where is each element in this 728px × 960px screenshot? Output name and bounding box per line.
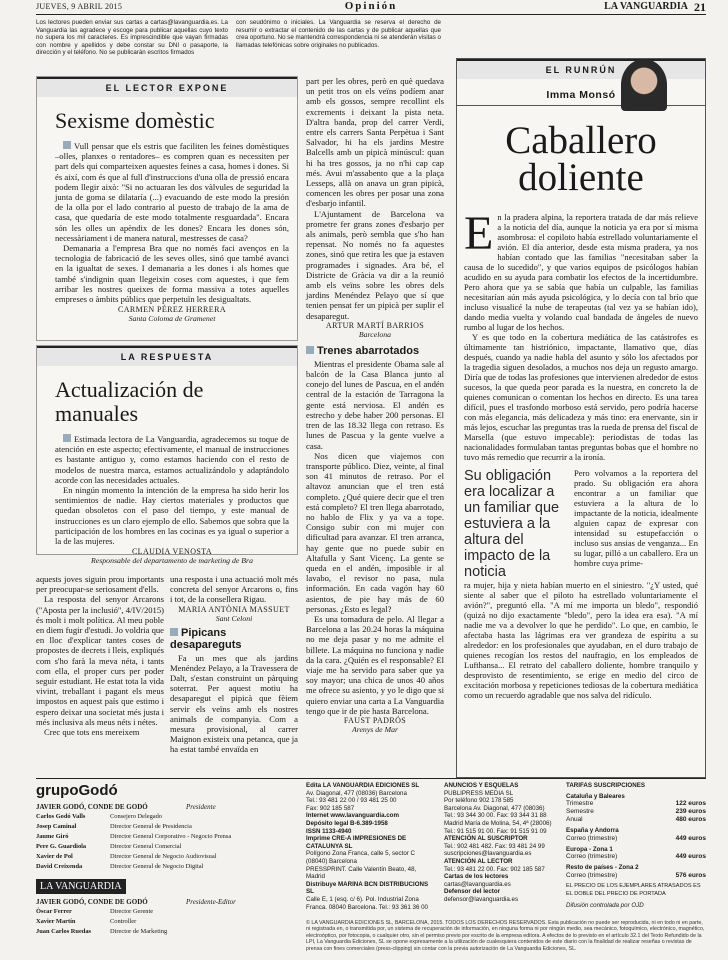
letter-body — [306, 76, 444, 321]
exec-name: Josep Caminal — [36, 823, 77, 830]
tarifa-label: Correo (trimestre) — [566, 871, 618, 879]
info-line: PUBLIPRESS MEDIA SL — [444, 789, 514, 797]
square-bullet-icon — [170, 628, 178, 636]
info-line: Barcelona Av. Diagonal, 477 (08036) — [444, 804, 545, 812]
section-title: Opinión — [344, 0, 398, 12]
exec-name: Carlos Godó Valls — [36, 813, 86, 820]
byline: MARIA ANTÒNIA MASSUET — [178, 604, 290, 614]
middle-column — [306, 76, 444, 734]
runrun-box — [456, 58, 706, 778]
paragraph: ra mujer, hija y nieta habían muerto en el siniestro. "¿Y usted, qué siente al saber que el piloto ha estrellado voluntariamente el avión?", preguntó ella. "A mí me importa un bledo", respondió (quizá no dijo exactamente "bledo", pero la idea era esa). "A mí nadie me va a devolver lo que he perdido". Lo que, en cambio, le afectaba hasta las lágrimas era ver grandeza de espíritu a su alrededor: en los profesionales que ayudaban, en el duro trabajo de quienes recogían los restos del naufragio, en los empleados de Lufthansa... El retrato del caballero doliente, hombre tranquilo y desprovisto de resentimiento, se erige en medio del circo de excitación morbosa y repeticiones tediosas de la cobertura mediática como un recuerdo agradable que nos salva del ridículo. — [464, 580, 698, 700]
exec-name: Pere G. Guardiola — [36, 843, 87, 850]
info-line: ATENCIÓN AL LECTOR — [444, 857, 513, 865]
tarifa-price: 480 euros — [675, 816, 706, 824]
tarifa-row — [566, 808, 706, 816]
paragraph: L'Ajuntament de Barcelona va prometre fer grans zones d'esbarjo per als animals, però sembla que s'ho han repensat. No només no fa aquestes zones, sinó que retira les que ja estaven programades i signades. Ara bé, el Districte de Gràcia va dir a la reunió amb els veïns sobre les obres dels jardins Menéndez Pelayo que sí que tenien pensat fer un pipicà per suplir el desaparegut. — [306, 208, 444, 321]
runrun-body-end — [464, 580, 698, 700]
info-line: Depósito legal B-6.389-1958 — [306, 819, 388, 827]
footer-divider — [36, 778, 706, 779]
square-bullet-icon — [306, 346, 314, 354]
paragraph: n la pradera alpina, la reportera tratada de dar más relieve a la noticia del día, aunque la noticia ya era por sí misma asombrosa: el copiloto había estrellado voluntariamente el avión. El día anterior, desde esta misma pradera, ya nos habían contado que las familias "necesitaban saber la causa de lo sucedido", y que varios equipos de psicólogos habían acudido en su ayuda para combatir los efectos de la incertidumbre. Pero ahora que ya se sabía que había un culpable, las familias necesitarían aún más ayuda psicológica, y lo decía con tal brío que incluso visualicé la nube de terapeutas (tal vez ya se habían ido), dando media vuelta y volando cual bandada de ángeles de nuevo rumbo al lugar de los hechos. — [464, 212, 698, 332]
info-line: Madrid María de Molina, 54, 4ª (28006) — [444, 819, 552, 827]
lector-expone-headline: Sexisme domèstic — [55, 108, 215, 133]
tarifa-row — [566, 816, 706, 824]
letters-notice-right: con seudónimo o iniciales. La Vanguardia se reserva el derecho de resumir o extractar el contenido de las cartas y de publicar aquellas que crea oportuno. No se mantendrá correspondencia ni se atenderán visitas o llamadas telefónicas sobre originales no publicados. — [236, 19, 441, 49]
ojd-note: Difusión controlada por OJD — [566, 902, 644, 910]
exec-row — [36, 852, 298, 862]
exec-name: Xavier de Pol — [36, 853, 73, 860]
info-line: Tel.: 91 515 91 00. Fax: 91 515 91 09 — [444, 827, 547, 835]
info-line: cartas@lavanguardia.es — [444, 880, 511, 888]
paragraph: Estimada lectora de La Vanguardia, agradecemos su toque de atención en este aspecto; efectivamente, el manual de instrucciones es bastante antiguo y, como estamos haciendo con el resto de modelos de nuestra marca, estamos actualizándolo y adaptándolo acorde con las necesidades actuales. — [55, 434, 289, 485]
byline-place: Responsable del departamento de marketing de Bra — [91, 556, 253, 566]
exec-name: David Creixenda — [36, 863, 83, 870]
page-number: 21 — [694, 0, 706, 14]
tarifa-group-name: Cataluña y Baleares — [566, 792, 625, 800]
author-avatar — [621, 59, 667, 111]
paragraph: Es una tomadura de pelo. Al llegar a Barcelona a las 20.24 horas la máquina no me deja pasar y no me admite el billete. La máquina no funciona y nadie da la cara. ¿Quién es el responsable? El viaje me ha servido para saber que ya soy mayor; una chica de unos 40 años me ofrece su asiento, y yo le digo que si quiero enviar una carta a La Vanguardia tengo que ir de pie hasta Barcelona. — [306, 613, 444, 716]
tarifa-group-name: Europa - Zona 1 — [566, 845, 613, 853]
godo-executives — [36, 782, 298, 937]
info-line: Defensor del lector — [444, 888, 501, 896]
exec-row — [36, 862, 298, 872]
square-bullet-icon — [63, 141, 71, 149]
tarifa-price: 449 euros — [675, 834, 706, 842]
exec-name: Òscar Ferrer — [36, 908, 72, 915]
paragraph: Pero volvamos a la reportera del prado. Su obligación era ahora encontrar a un familiar que estuviera a la altura de lo impactante de la noticia, idealmente alguien capaz de expresar con intensidad su estupefacción o incluso sus ansias de venganza... En su lugar, pilló a un caballero. Era un hombre cuya prime- — [574, 468, 698, 568]
exec-row — [36, 842, 298, 852]
pipicans-body — [170, 653, 298, 755]
tarifa-label: Correo (trimestre) — [566, 834, 618, 842]
lector-expone-body — [55, 141, 289, 304]
tarifa-price: 449 euros — [675, 853, 706, 861]
tarifa-label: Anual — [566, 816, 583, 824]
byline: ARTUR MARTÍ BARRIOS — [325, 320, 425, 330]
info-line: Fax: 902 185 587 — [306, 804, 355, 812]
info-line: ISSN 1133-4940 — [306, 827, 352, 835]
respuesta-label: LA RESPUESTA — [37, 346, 297, 366]
paragraph: Crec que tots ens mereixem — [44, 727, 140, 738]
info-line: Distribuye MARINA BCN DISTRIBUCIONS SL — [306, 880, 429, 896]
tarifas-note: EL PRECIO DE LOS EJEMPLARES ATRASADOS ES EL DOBLE DEL PRECIO DE PORTADA — [566, 882, 701, 897]
pull-quote: Su obligación era localizar a un familiar que estuviera a la altura del impacto de la noticia — [464, 468, 560, 580]
square-bullet-icon — [63, 434, 71, 442]
exec-role: Director General Comercial — [110, 843, 182, 850]
paragraph: part per les obres, però en què quedava un petit tros on els veïns podíem anar amb els gossos, sempre recollint els excrements i deixant la pista neta. D'altra banda, prop del carrer Verdi, entre els carrers Santa Perpètua i Sant Salvador, hi ha els jardins Mestre Balcells amb un pipicà minúscul: quan hi ha tres gossos, ja no n'hi cap cap més. Avui m'assabento que a la plaça Lesseps, allà on anava un gran pipicà, comencen les obres per posar una zona d'esbarjo infantil. — [306, 76, 444, 209]
tarifa-label: Correo (trimestre) — [566, 853, 618, 861]
tarifa-row — [566, 853, 706, 861]
exec-role: Director de Marketing — [110, 928, 168, 935]
byline-place: Arenys de Mar — [351, 724, 399, 734]
info-line: Tel.: 902 481 482. Fax: 93 481 24 99 — [444, 842, 545, 850]
info-line: suscripciones@lavanguardia.es — [444, 850, 532, 858]
runrun-title: Caballero doliente — [505, 119, 657, 199]
exec-row — [36, 812, 298, 822]
tarifa-label: Semestre — [566, 808, 594, 816]
exec-role: Director General de Negocio Digital — [110, 863, 204, 870]
exec-role: Director Gerente — [110, 908, 154, 915]
info-line: Tel.: 93 481 22 00. Fax: 902 185 587 — [444, 865, 545, 873]
exec-name: Juan Carlos Ruedas — [36, 928, 92, 935]
lower-mid-column — [170, 574, 298, 755]
tarifa-label: Trimestre — [566, 800, 594, 808]
info-line: ATENCIÓN AL SUSCRIPTOR — [444, 835, 528, 843]
exec-role: Director General de Negocio Audiovisual — [110, 853, 217, 860]
lector-expone-box — [36, 76, 298, 341]
info-line: (08040) Barcelona — [306, 857, 357, 865]
exec-row — [36, 822, 298, 832]
trenes-body — [306, 359, 444, 716]
grupo-godo-logo: grupoGodó — [36, 782, 118, 799]
trenes-headline: Trenes abarrotados — [306, 345, 444, 357]
lector-expone-label: EL LECTOR EXPONE — [37, 77, 297, 97]
tarifa-group-name: España y Andorra — [566, 827, 619, 835]
letter-body — [170, 574, 298, 605]
info-line: Av. Diagonal, 477 (08036) Barcelona — [306, 789, 407, 797]
chair-row: JAVIER GODÓ, CONDE DE GODÓ Presidente — [36, 803, 216, 811]
lower-left-column — [36, 574, 164, 737]
runrun-body — [464, 207, 698, 462]
paragraph: Mientras el presidente Obama sale al balcón de la Casa Blanca junto al conejo del lunes de Pascua, en el andén central de la estación de Tarragona la gente está nerviosa. El andén es estrecho y debe haber 200 personas. El tren de las 18.32 llega con retraso. Es lunes de Pascua y la gente vuelve a casa. — [306, 358, 444, 451]
paragraph: Y es que todo en la cobertura mediática de las catástrofes es últimamente tan histriónico, impactante, llamativo que, días después, cuando ya nadie habla del asunto y sólo los afectados por la tragedia siguen desolados, a muchos nos deja un regusto amargo. Diría que de todas las profesiones que intervienen alrededor de estos sucesos, la que queda peor parada es la nuestra, en concreto la de quienes comunican o comentan los hechos en directo. Es una tarea difícil, pues el trasfondo morboso está servido, pero podría hacerse con más elegancia, más delicadeza y más tino: era enervante, sin ir más lejos, escuchar las preguntas tras la rueda de prensa del fiscal de Marsella (que estuvo impecable): periodistas de todas las nacionalidades formulaban tantas preguntas bobas que el hombre no tuvo más remedio que recurrir a la ironía. — [464, 332, 698, 462]
tarifa-group-name: Resto de países - Zona 2 — [566, 864, 639, 872]
respuesta-headline: Actualización de manuales — [55, 377, 204, 426]
info-line: Internet www.lavanguardia.com — [306, 812, 399, 820]
info-line: Madrid — [306, 873, 325, 881]
exec-role: Controller — [110, 918, 137, 925]
info-line: Tel.: 93 344 30 00. Fax: 93 344 31 88 — [444, 812, 547, 820]
paragraph: una resposta i una actuació molt més concreta del senyor Arcarons o, fins i tot, de la consellera Rigau. — [170, 574, 298, 605]
exec-name: Xavier Martín — [36, 918, 76, 925]
exec-role: Director General de Presidencia — [110, 823, 192, 830]
paragraph: En ningún momento la intención de la empresa ha sido herir los sentimientos de nadie. Hay ciertos materiales y productos que quedan obsoletos con el paso del tiempo, y este manual de instrucciones es un claro ejemplo de ello. Sabemos que sobra que la participación de los hombres en las cocinas es ya igual o superior a la de las mujeres. — [55, 485, 289, 547]
info-line: Calle E, 1 (esq. c/ 6). Pol. Industrial Zona — [306, 895, 419, 903]
info-line: PRESSPRINT. Calle Valentín Beato, 48, — [306, 865, 417, 873]
exec-name: Jaume Giró — [36, 833, 69, 840]
byline-place: Sant Celoni — [215, 613, 253, 623]
paragraph: Vull pensar que els estris que faciliten les feines domèstiques –olles, planxes o rentadores– es compren quan es necessiten per part dels qui comparteixen aquestes feines a casa, homes i dones. Si és així, com és que al full d'instruccions d'una olla de pressió encara podem llegir això: "Si no actuaran les dos vàlvules de seguridad la junta de goma se dilataría (...) evacuando de este modo la presión de la olla por el lado contrario al puesto de trabajo de la ama de casa, que quedaría de este modo totalmente resguardada". Encara són les olles un apèndix de les dones? Encara les dones són, necessàriament i de manera natural, mestresses de casa? — [55, 141, 289, 243]
exec-row — [36, 832, 298, 842]
exec-row — [36, 917, 298, 927]
info-line: ANUNCIOS Y ESQUELAS — [444, 782, 519, 789]
tarifas-info — [566, 782, 706, 910]
copyright-notice: © LA VANGUARDIA EDICIONES SL, BARCELONA, 2015. TODOS LOS DERECHOS RESERVADOS. Esta publicación no puede ser reproducida, ni en todo ni en parte, ni registrada en, o transmitida por, un sistema de recuperación de información, en ninguna forma ni por ningún medio, sea mecánico, fotoquímico, electrónico, magnético, electroóptico, por fotocopia, o cualquier otro, sin el permiso previo por escrito de la empresa editora. A efectos de lo previsto en el artículo 32.1 del Texto Refundido de la LPI, La Vanguardia Ediciones, SL se opone expresamente a la utilización de cualesquiera contenidos de este diario con la finalidad de realizar reseñas o revistas de prensa con fines comerciales (press-clipping) sin contar con la previa autorización de La Vanguardia Ediciones, SL. — [306, 920, 705, 952]
paragraph: Fa un mes que als jardins Menéndez Pelayo, a la Travessera de Dalt, s'estan construint un pàrquing soterrat. Per aquest motiu ha desaparegut el pipicà que fèiem servir els veïns amb els nostres animals de companyia. Com a mesura provisional, al carrer Maignon existeix una petanca, que ja ha estat també envaïda en — [170, 652, 298, 755]
exec-role: Consejero Delegado — [110, 813, 162, 820]
runrun-label: EL RUNRÚN — [457, 59, 705, 79]
exec-role: Director General Corporativo - Negocio Prensa — [110, 833, 232, 840]
paragraph: Demanaria a l'empresa Bra que no només faci avenços en la tecnologia de fabricació de les seves olles, sinó que també avanci en la igualtat de sexes. I demanaria a les dones i als homes que també s'indignin quan llegeixin coses com aquestes, i que fem arribar les nostres queixes de forma massiva a totes aquelles empreses o àmbits públics que perpetuïn les desigualtats. — [55, 243, 289, 305]
tarifa-row — [566, 872, 706, 880]
drop-cap: E — [464, 207, 494, 260]
paragraph: Nos dicen que viajemos con transporte público. Diez, veinte, al final son 41 minutos de retraso. Por el altavoz anuncian que el tren está completo. ¿Qué quiere decir que el tren está completo? El tren llega abarrotado, no hablo de Flix y ya va a tope. Consigo subir con mi mujer con dificultad para avanzar. El tren arranca, hay gente que no puede subir en Altafulla y Sant Vicenç. La gente se queda en el andén, imposible ir al lavabo, el revisor no pasa, nula información. En cada vagón hay 60 asientos, de pie hay más de 60 personas. ¿Esto es legal? — [306, 450, 444, 614]
anuncios-info — [444, 782, 566, 904]
tarifa-price: 576 euros — [675, 871, 706, 879]
info-line: Cartas de los lectores — [444, 873, 509, 881]
info-line: defensor@lavanguardia.es — [444, 895, 519, 903]
byline: FAUST PADRÓS — [343, 715, 407, 725]
page-date: JUEVES, 9 ABRIL 2015 — [36, 2, 123, 11]
chair-row: JAVIER GODÓ, CONDE DE GODÓ Presidente-Editor — [36, 898, 236, 906]
tarifa-row — [566, 835, 706, 843]
tarifa-price: 239 euros — [675, 808, 706, 816]
info-line: Por teléfono 902 178 585 — [444, 797, 514, 805]
tarifas-title: TARIFAS SUSCRIPCIONES — [566, 782, 645, 789]
la-vanguardia-logo: LA VANGUARDIA — [36, 879, 126, 894]
exec-row — [36, 907, 298, 917]
paragraph: aquests joves siguin prou importants per preocupar-se seriosament d'ells. — [36, 574, 164, 595]
respuesta-body — [55, 434, 289, 546]
tarifa-row — [566, 800, 706, 808]
author-name: Imma Monsó — [546, 89, 616, 101]
letter-body — [36, 574, 164, 737]
byline-place: Barcelona — [358, 329, 392, 339]
letters-notice-left: Los lectores pueden enviar sus cartas a cartas@lavanguardia.es. La Vanguardia las agradece y escoge para publicar aquellas cuyo texto no supera los mil caracteres. Es imprescindible que vayan firmadas con nombre y apellidos y debe constar su DNI o pasaporte, la dirección y el teléfono. No se publicarán escritos firmados — [36, 19, 228, 56]
info-line: Polígono Zona Franca, calle 5, sector C — [306, 850, 416, 858]
info-line: Imprime CRE-A IMPRESIONES DE CATALUNYA SL — [306, 835, 407, 850]
masthead — [36, 0, 706, 15]
byline-place: Santa Coloma de Gramenet — [128, 314, 216, 324]
byline: CARMEN PÉREZ HERRERA — [117, 305, 226, 315]
info-line: Tel.: 93 481 22 00 / 93 481 25 00 — [306, 797, 397, 805]
newspaper-name: LA VANGUARDIA — [604, 1, 688, 12]
info-line: Franca. 08040 Barcelona. Tel.: 93 361 36 00 — [306, 903, 429, 911]
byline: CLAUDIA VENOSTA — [131, 547, 213, 557]
exec-row — [36, 927, 298, 937]
info-line: Edita LA VANGUARDIA EDICIONES SL — [306, 782, 420, 789]
tarifa-price: 122 euros — [675, 800, 706, 808]
edita-info — [306, 782, 436, 911]
pipicans-headline: Pipicans desapareguts — [170, 626, 242, 651]
paragraph: La resposta del senyor Arcarons ("Aposta per la inclusió", 4/IV/2015) és molt i molt política. Al meu poble en diem fugir d'estudi. Jo voldria que en lloc d'explicar tantes coses de propostes de decrets i lleis, expliqués com s'ho farà la meva néta, i tants com ella, el proper curs per poder seguir estudiant. He estat tota la vida vivint, treballant i pagant els meus impostos en aquest país que estimo i espero deixar una societat més justa i més inclusiva als meus néts i nétes. — [36, 594, 164, 727]
respuesta-box — [36, 345, 298, 566]
